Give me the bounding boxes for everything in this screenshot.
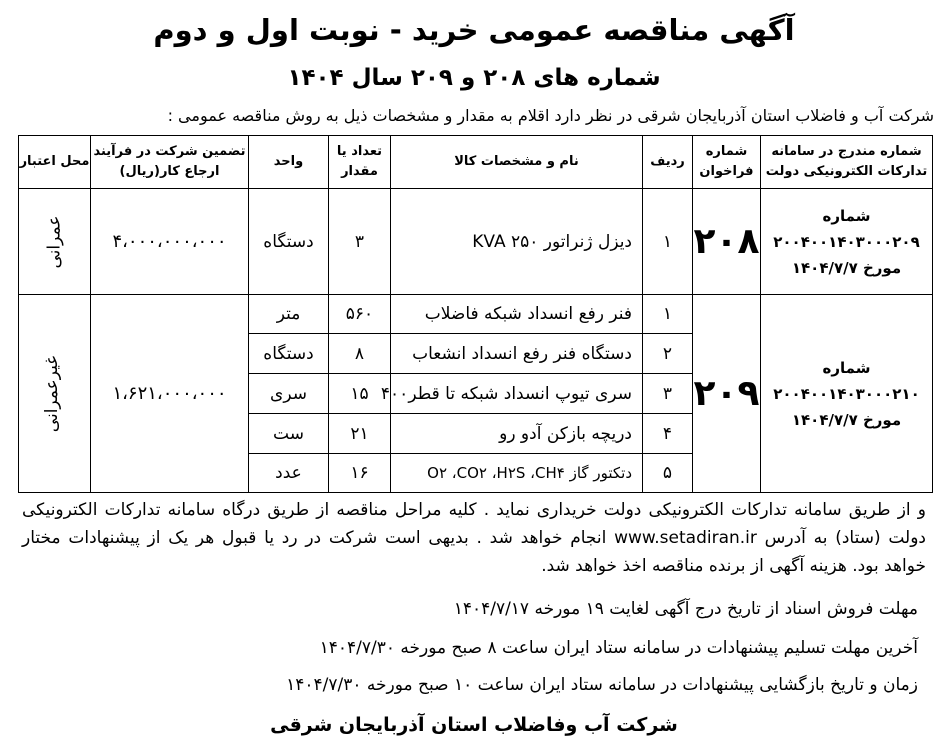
deadline-documents: مهلت فروش اسناد از تاریخ درج آگهی لغایت ۱۹ مورخه ۱۴۰۴/۷/۱۷ (453, 599, 918, 619)
setad-cell-209 (761, 295, 933, 493)
item-unit: ست (249, 414, 329, 454)
table-row (19, 189, 933, 295)
setad-date: مورخ ۱۴۰۴/۷/۷ (791, 258, 902, 277)
row-number: ۵ (643, 454, 693, 493)
budget-type: غیرعمرانی (41, 355, 62, 432)
table-row (19, 295, 933, 334)
item-quantity: ۵۶۰ (329, 295, 391, 334)
item-quantity: ۳ (329, 189, 391, 295)
item-unit: دستگاه (249, 334, 329, 374)
header-quantity: تعداد یا مقدار (329, 136, 391, 189)
body-paragraph: و از طریق سامانه تدارکات الکترونیکی دولت خریداری نماید . کلیه مراحل مناقصه از طریق درگاه سامانه تدارکات الکترونیکی دولت (ستاد) به آدرس www.setadiran.ir انجام خواهد شد . بدیهی است شرکت در رد یا قبول هر یک از پیشنهادات مختار خواهد بود. هزینه آگهی از برنده مناقصه اخذ خواهد شد. (22, 500, 926, 576)
notice-title: آگهی مناقصه عمومی خرید - نوبت اول و دوم (153, 13, 795, 47)
budget-cell-209 (19, 295, 91, 493)
setad-number: ۲۰۰۴۰۰۱۴۰۳۰۰۰۲۱۰ (773, 384, 920, 403)
item-name: دستگاه فنر رفع انسداد انشعاب (391, 334, 643, 374)
item-quantity: ۸ (329, 334, 391, 374)
header-call-number: شماره فراخوان (693, 136, 761, 189)
company-signature: شرکت آب وفاضلاب استان آذربایجان شرقی (270, 714, 678, 736)
item-quantity: ۱۵ (329, 374, 391, 414)
header-row: ردیف (643, 136, 693, 189)
row-number: ۲ (643, 334, 693, 374)
notice-subtitle: شماره های ۲۰۸ و ۲۰۹ سال ۱۴۰۴ (287, 65, 661, 91)
opening-date: زمان و تاریخ بازگشایی پیشنهادات در سامانه ستاد ایران ساعت ۱۰ صبح مورخه ۱۴۰۴/۷/۳۰ (286, 675, 918, 695)
header-item-name: نام و مشخصات کالا (391, 136, 643, 189)
item-name: دیزل ژنراتور KVA ۲۵۰ (391, 189, 643, 295)
guarantee-amount-209: ۱،۶۲۱،۰۰۰،۰۰۰ (91, 295, 249, 493)
budget-type: عمرانی (44, 215, 65, 268)
item-quantity: ۲۱ (329, 414, 391, 454)
setad-label: شماره (822, 206, 871, 225)
setad-label: شماره (822, 358, 871, 377)
guarantee-amount-208: ۴،۰۰۰،۰۰۰،۰۰۰ (91, 189, 249, 295)
item-unit: متر (249, 295, 329, 334)
setad-number: ۲۰۰۴۰۰۱۴۰۳۰۰۰۲۰۹ (773, 232, 920, 251)
setad-date: مورخ ۱۴۰۴/۷/۷ (791, 410, 902, 429)
setad-cell-208 (761, 189, 933, 295)
call-number-208: ۲۰۸ (693, 189, 761, 295)
row-number: ۴ (643, 414, 693, 454)
item-name: سری تیوپ انسداد شبکه تا قطر۴۰۰ (391, 374, 643, 414)
item-quantity: ۱۶ (329, 454, 391, 493)
item-name: دتکتور گاز O۲ ،CO۲ ،H۲S ،CH۴ (391, 454, 643, 493)
row-number: ۱ (643, 189, 693, 295)
header-guarantee: تضمین شرکت در فرآیند ارجاع کار(ریال) (91, 136, 249, 189)
item-unit: سری (249, 374, 329, 414)
budget-cell-208 (19, 189, 91, 295)
row-number: ۳ (643, 374, 693, 414)
call-number-209: ۲۰۹ (693, 295, 761, 493)
table-header-row (19, 136, 933, 189)
tender-table (18, 135, 933, 493)
item-name: دریچه بازکن آدو رو (391, 414, 643, 454)
row-number: ۱ (643, 295, 693, 334)
deadline-submission: آخرین مهلت تسلیم پیشنهادات در سامانه ستاد ایران ساعت ۸ صبح مورخه ۱۴۰۴/۷/۳۰ (319, 638, 918, 658)
item-unit: دستگاه (249, 189, 329, 295)
intro-text: شرکت آب و فاضلاب استان آذربایجان شرقی در نظر دارد اقلام به مقدار و مشخصات ذیل به روش مناقصه عمومی : (167, 106, 934, 125)
item-unit: عدد (249, 454, 329, 493)
header-setad-number: شماره مندرج در سامانه تدارکات الکترونیکی دولت (761, 136, 933, 189)
item-name: فنر رفع انسداد شبکه فاضلاب (391, 295, 643, 334)
header-budget: محل اعتبار (19, 136, 91, 189)
header-unit: واحد (249, 136, 329, 189)
